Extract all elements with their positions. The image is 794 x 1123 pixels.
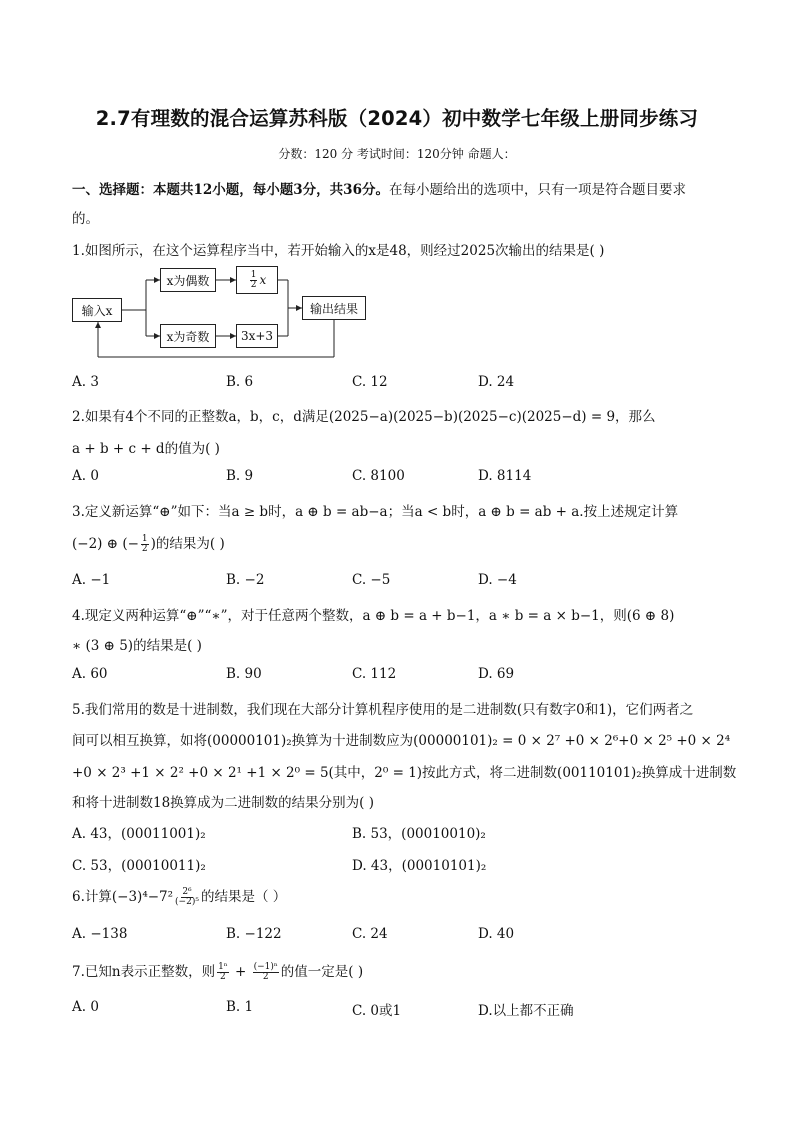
q5-line2: 间可以相互换算，如将(00000101)₂换算为十进制数应为(00000101)₂ = 0 × 2⁷ +0 × 2⁶+0 × 2⁵ +0 × 2⁴ — [72, 733, 731, 749]
q1-stem: 1.如图所示，在这个运算程序当中，若开始输入的x是48，则经过2025次输出的结果是( ) — [72, 243, 605, 259]
q5-option-d: D. 43，(00010101)₂ — [352, 858, 487, 874]
q2-line1: 2.如果有4个不同的正整数a，b，c，d满足(2025−a)(2025−b)(2025−c)(2025−d) = 9，那么 — [72, 409, 656, 425]
q3-option-c: C. −5 — [352, 572, 391, 588]
q6-option-a: A. −138 — [72, 926, 128, 942]
q1-option-b: B. 6 — [226, 374, 254, 390]
q4-option-c: C. 112 — [352, 666, 397, 682]
flow-half-box: $\frac{1}{2}$ x — [236, 266, 278, 294]
q2-option-c: C. 8100 — [352, 468, 405, 484]
q7-option-c: C. 0或1 — [352, 1003, 402, 1019]
q1-option-a: A. 3 — [72, 374, 99, 390]
q6-option-c: C. 24 — [352, 926, 388, 942]
q5-line3: +0 × 2³ +1 × 2² +0 × 2¹ +1 × 2⁰ = 5(其中，2⁰ = 1)按此方式，将二进制数(00110101)₂换算成十进制数 — [72, 765, 737, 781]
q1-option-d: D. 24 — [478, 374, 515, 390]
flow-odd-box: x为奇数 — [160, 324, 216, 348]
q3-line1: 3.定义新运算“⊕”如下：当a ≥ b时，a ⊕ b = ab−a；当a < b时，a ⊕ b = ab + a.按上述规定计算 — [72, 504, 679, 520]
q7-option-b: B. 1 — [226, 999, 254, 1015]
flow-even-box: x为偶数 — [160, 268, 216, 292]
flow-triple-box: 3x+3 — [236, 324, 278, 348]
q3-line2: (−2) ⊕ (− $\frac{1}{2}$ )的结果为( ) — [72, 534, 225, 554]
q3-option-b: B. −2 — [226, 572, 265, 588]
q3-option-a: A. −1 — [72, 572, 111, 588]
q7-option-a: A. 0 — [72, 999, 99, 1015]
q5-line1: 5.我们常用的数是十进制数，我们现在大部分计算机程序使用的是二进制数(只有数字0和1)，它们两者之 — [72, 702, 694, 718]
q1-flowchart — [72, 264, 372, 360]
q4-line1: 4.现定义两种运算“⊕”“∗”，对于任意两个整数，a ⊕ b = a + b−1，a ∗ b = a × b−1，则(6 ⊕ 8) — [72, 608, 675, 624]
q4-option-b: B. 90 — [226, 666, 262, 682]
section-heading-line2: 的。 — [72, 211, 99, 227]
q6-option-b: B. −122 — [226, 926, 282, 942]
q5-option-a: A. 43，(00011001)₂ — [72, 826, 206, 842]
section-heading — [72, 178, 686, 198]
q3-option-d: D. −4 — [478, 572, 517, 588]
q4-option-d: D. 69 — [478, 666, 515, 682]
q4-option-a: A. 60 — [72, 666, 108, 682]
q5-line4: 和将十进制数18换算成为二进制数的结果分别为( ) — [72, 795, 375, 811]
flow-output-box: 输出结果 — [302, 296, 366, 320]
q4-line2: ∗ (3 ⊕ 5)的结果是( ) — [72, 638, 202, 654]
exam-info: 分数：120 分 考试时间：120分钟 命题人： — [278, 147, 516, 161]
q7-stem: 7.已知n表示正整数，则 $\frac{\text{1ⁿ}}{2}$ + $\frac{\text{(−1)ⁿ}}{2}$ 的值一定是( ) — [72, 962, 364, 982]
q5-option-c: C. 53，(00010011)₂ — [72, 858, 206, 874]
q5-option-b: B. 53，(00010010)₂ — [352, 826, 486, 842]
q2-option-b: B. 9 — [226, 468, 254, 484]
q2-line2: a + b + c + d的值为( ) — [72, 441, 220, 457]
q6-stem: 6.计算(−3)⁴−7² $\frac{\text{2⁶}}{\text{(−2)⁵}}$ 的结果是（ ） — [72, 887, 287, 907]
q2-option-a: A. 0 — [72, 468, 99, 484]
page-title: 2.7有理数的混合运算苏科版（2024）初中数学七年级上册同步练习 — [95, 107, 699, 130]
section-heading-bold: 一、选择题：本题共12小题，每小题3分，共36分。 — [72, 182, 389, 198]
q7-option-d: D.以上都不正确 — [478, 1003, 574, 1019]
q6-option-d: D. 40 — [478, 926, 515, 942]
q1-option-c: C. 12 — [352, 374, 388, 390]
q2-option-d: D. 8114 — [478, 468, 532, 484]
section-heading-rest: 在每小题给出的选项中，只有一项是符合题目要求 — [388, 182, 686, 198]
flow-input-box: 输入x — [72, 298, 122, 322]
